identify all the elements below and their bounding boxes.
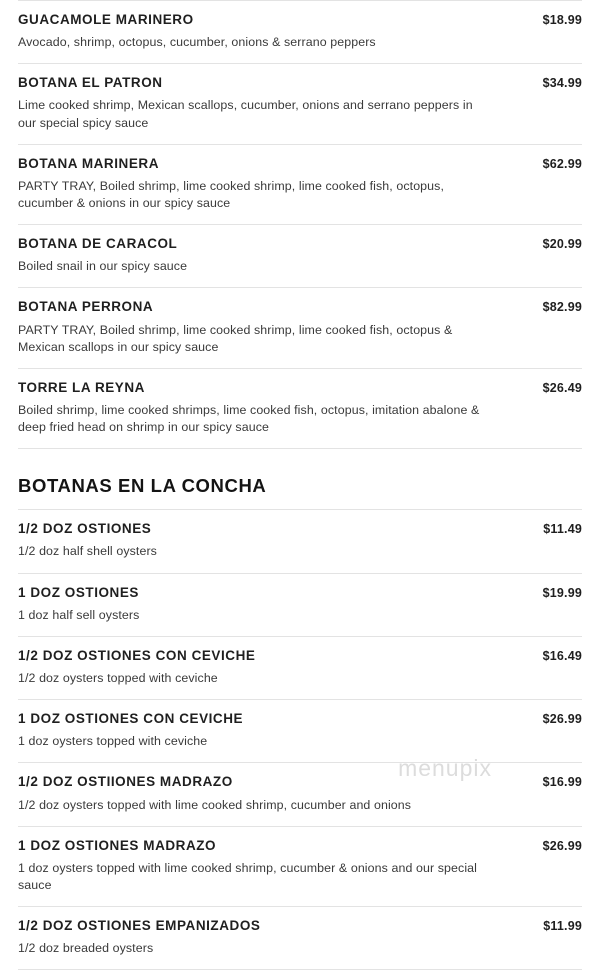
menu-item-price: $26.49	[542, 380, 582, 395]
menu-item-description: 1 doz oysters topped with lime cooked shrimp, cucumber & onions and our special sauce	[18, 860, 478, 892]
menu-item-name: BOTANA DE CARACOL	[18, 236, 178, 252]
menu-item-name: GUACAMOLE MARINERO	[18, 12, 194, 27]
menu-item-price: $26.99	[542, 838, 582, 853]
menu-item-description: PARTY TRAY, Boiled shrimp, lime cooked shrimp, lime cooked fish, octopus & Mexican scallops in our spicy sauce	[18, 322, 453, 354]
menu-item-price: $34.99	[542, 76, 582, 91]
menu-item-name: TORRE LA REYNA	[18, 379, 145, 395]
menu-item-description: Boiled snail in our spicy sauce	[18, 259, 188, 274]
menu-item-price: $11.99	[543, 919, 582, 934]
menu-item-name: 1/2 DOZ OSTIIONES MADRAZO	[18, 774, 233, 790]
menu-item-price: $20.99	[542, 237, 582, 252]
menu-item-header	[18, 918, 582, 934]
menu-item	[18, 637, 582, 700]
menu-section-top	[18, 0, 582, 449]
menu-item-price: $62.99	[542, 156, 582, 171]
menu-item	[18, 288, 582, 368]
menu-item	[18, 763, 582, 826]
menu-item-description: Lime cooked shrimp, Mexican scallops, cucumber, onions and serrano peppers in our special spicy sauce	[18, 98, 473, 130]
menu-item	[18, 700, 582, 763]
menu-item-name: 1 DOZ OSTIONES CON CEVICHE	[18, 711, 244, 727]
menu-item-name: BOTANA MARINERA	[18, 155, 159, 171]
menu-item-header	[18, 12, 582, 28]
menu-item	[18, 225, 582, 288]
menu-item-description: 1/2 doz half shell oysters	[18, 544, 157, 559]
menu-item	[18, 827, 582, 907]
menu-item-name: BOTANA PERRONA	[18, 299, 154, 315]
menu-item-header	[18, 774, 582, 790]
menu-item-name: 1/2 DOZ OSTIONES CON CEVICHE	[18, 647, 256, 663]
menu-item-header	[18, 156, 582, 172]
menu-item-name: 1 DOZ OSTIONES	[18, 584, 139, 600]
menu-item	[18, 907, 582, 970]
menu-item	[18, 0, 582, 64]
menu-section-botanas-en-la-concha	[18, 509, 582, 970]
menu-item-description: 1 doz half sell oysters	[18, 607, 140, 622]
menu-item-header	[18, 585, 582, 601]
section-title-botanas-en-la-concha: BOTANAS EN LA CONCHA	[18, 475, 267, 497]
menu-item-description: 1 doz oysters topped with ceviche	[18, 734, 208, 749]
menu-item-description: 1/2 doz oysters topped with ceviche	[18, 671, 218, 685]
menu-item-name: 1/2 DOZ OSTIONES EMPANIZADOS	[18, 918, 261, 934]
menu-item-price: $82.99	[542, 300, 582, 315]
menu-item-price: $26.99	[542, 712, 582, 727]
menu-item-description: Boiled shrimp, lime cooked shrimps, lime cooked fish, octopus, imitation abalone & deep fried head on shrimp in our spicy sauce	[18, 403, 480, 435]
menu-item	[18, 509, 582, 573]
menu-item-price: $19.99	[542, 585, 582, 600]
menu-item-price: $16.99	[542, 775, 582, 790]
menu-item-header	[18, 75, 582, 91]
menu-item	[18, 64, 582, 144]
menu-item-header	[18, 299, 582, 315]
menu-item-name: 1/2 DOZ OSTIONES	[18, 521, 152, 537]
menu-item-name: BOTANA EL PATRON	[18, 75, 163, 91]
menu-item-header	[18, 838, 582, 854]
menu-item-header	[18, 236, 582, 252]
menu-item-header	[18, 711, 582, 727]
menu-item-name: 1 DOZ OSTIONES MADRAZO	[18, 837, 217, 853]
menu-item-header	[18, 648, 582, 664]
menu-item	[18, 369, 582, 449]
menu-item-price: $18.99	[542, 13, 582, 27]
menu-item-description: Avocado, shrimp, octopus, cucumber, onions & serrano peppers	[18, 35, 376, 50]
menu-item-header	[18, 380, 582, 396]
menu-item-price: $11.49	[543, 522, 582, 537]
menu-item-description: PARTY TRAY, Boiled shrimp, lime cooked shrimp, lime cooked fish, octopus, cucumber & onions in our spicy sauce	[18, 178, 445, 210]
menu-item-description: 1/2 doz breaded oysters	[18, 941, 154, 956]
menu-item	[18, 574, 582, 637]
menu-item	[18, 145, 582, 225]
menu-item-description: 1/2 doz oysters topped with lime cooked shrimp, cucumber and onions	[18, 797, 412, 812]
menu-item-header	[18, 521, 582, 537]
menu-item-price: $16.49	[542, 648, 582, 663]
watermark: menupix	[398, 755, 492, 781]
